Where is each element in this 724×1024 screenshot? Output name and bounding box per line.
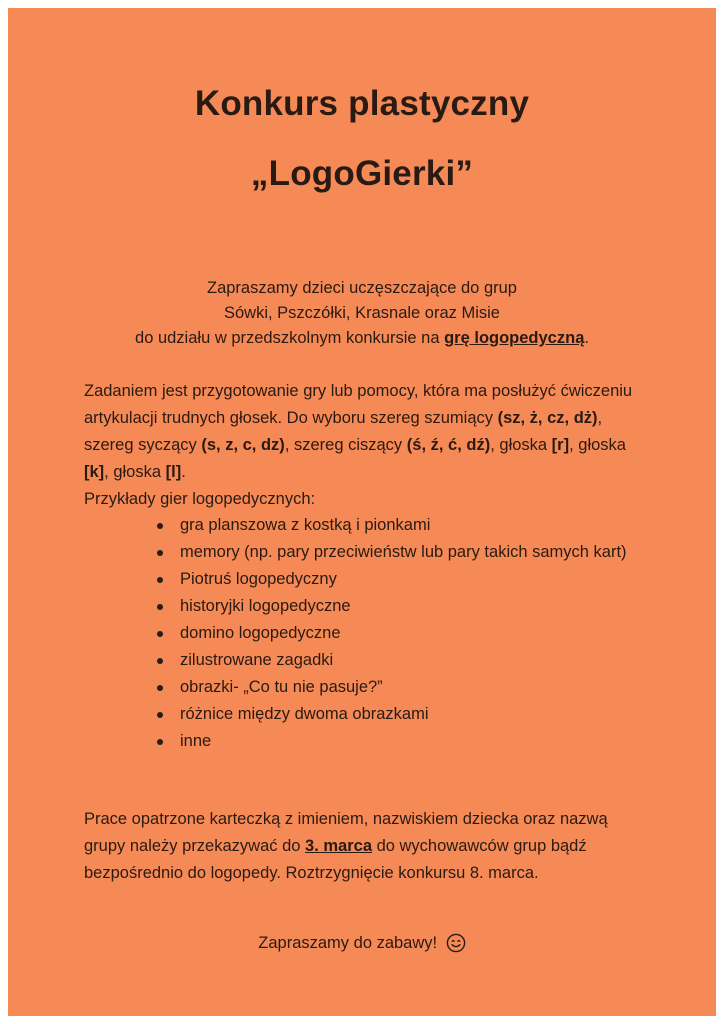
examples-list (154, 512, 644, 755)
submission-text-2: do wychowawców grup bądź bezpośrednio do logopedy. Roztrzygnięcie konkursu 8. marca. (84, 837, 587, 882)
invitation-line-3-end: . (584, 329, 589, 347)
footer-invite (8, 933, 716, 958)
task-text-5: , głoska (569, 436, 626, 454)
submission-text-1: Prace opatrzone karteczką z imieniem, nazwiskiem dziecka oraz nazwą grupy należy przekazywać do (84, 810, 608, 855)
list-item: domino logopedyczne (154, 620, 644, 647)
invitation-line-2: Sówki, Pszczółki, Krasnale oraz Misie (223, 304, 500, 322)
list-item: zilustrowane zagadki (154, 647, 644, 674)
examples-heading: Przykłady gier logopedycznych: (84, 490, 316, 508)
list-item: obrazki- „Co tu nie pasuje?” (154, 674, 644, 701)
contest-subject: grę logopedyczną (444, 329, 585, 347)
sound-group-szumiacy: (sz, ż, cz, dż) (497, 409, 598, 427)
sound-l: [l] (165, 463, 182, 481)
sound-group-ciszacy: (ś, ź, ć, dź) (406, 436, 491, 454)
list-item: różnice między dwoma obrazkami (154, 701, 644, 728)
list-item: gra planszowa z kostką i pionkami (154, 512, 644, 539)
task-description (84, 378, 644, 486)
task-text-7: . (181, 463, 186, 481)
smiley-face-icon (446, 933, 466, 958)
task-text-3: , szereg ciszący (284, 436, 407, 454)
contest-name: „LogoGierki” (250, 154, 474, 193)
footer-text: Zapraszamy do zabawy! (258, 934, 438, 952)
invitation-line-3 (8, 326, 716, 351)
invitation-line-1: Zapraszamy dzieci uczęszczające do grup (207, 279, 517, 297)
sound-r: [r] (551, 436, 570, 454)
task-text-6: , głoska (104, 463, 166, 481)
sound-k: [k] (84, 463, 105, 481)
task-text-1: Zadaniem jest przygotowanie gry lub pomocy, która ma posłużyć ćwiczeniu artykulacji trudnych głosek. Do wyboru szereg szumiący (84, 382, 633, 427)
list-item: Piotruś logopedyczny (154, 566, 644, 593)
sound-group-syczacy: (s, z, c, dz) (201, 436, 285, 454)
submission-info (84, 806, 644, 887)
list-item: historyjki logopedyczne (154, 593, 644, 620)
list-item: memory (np. pary przeciwieństw lub pary takich samych kart) (154, 539, 644, 566)
task-text-4: , głoska (490, 436, 552, 454)
task-text-2: , szereg syczący (84, 409, 603, 454)
deadline-date: 3. marca (305, 837, 372, 855)
list-item: inne (154, 728, 644, 755)
poster-sheet (8, 8, 716, 1016)
invitation-block (8, 276, 716, 351)
poster-title: Konkurs plastyczny (194, 84, 530, 123)
invitation-line-3-text: do udziału w przedszkolnym konkursie na (135, 329, 445, 347)
